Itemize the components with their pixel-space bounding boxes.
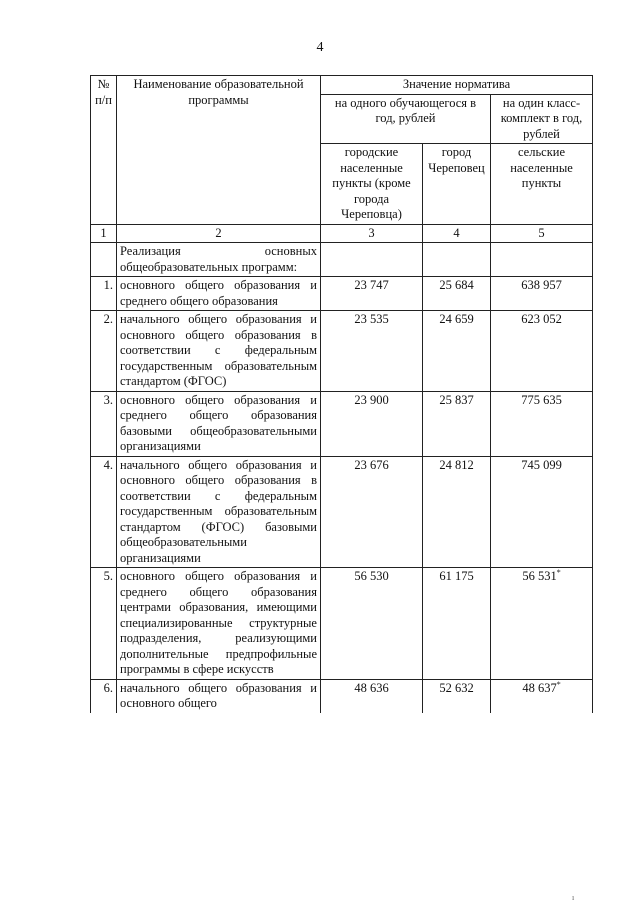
value-cherepovets <box>423 311 491 392</box>
table-row <box>91 568 593 680</box>
value-cherepovets-text: 52 632 <box>439 680 474 695</box>
program-name-text: начального общего образования и основного общего образования в соответствии с федеральным государственным образовательным стандартом (ФГОС) базовыми общеобразовательными организациями <box>120 457 317 565</box>
program-name <box>117 568 321 680</box>
header-col-num: № п/п <box>91 76 117 225</box>
value-urban <box>321 568 423 680</box>
value-urban <box>321 311 423 392</box>
program-name-text: основного общего образования и среднего общего образования центрами образования, имеющими специализированные структурные подразделения, реализующими дополнительные предпрофильные программы в сфере искусств <box>120 569 317 676</box>
table-row <box>91 679 593 713</box>
value-urban-text: 23 535 <box>354 312 389 326</box>
table-row <box>91 391 593 456</box>
row-number <box>91 568 117 680</box>
program-name-text: основного общего образования и среднего общего образования <box>120 278 317 308</box>
footnote-mark: * <box>556 679 561 689</box>
value-cherepovets <box>423 456 491 568</box>
row-number-text: 3. <box>103 392 113 407</box>
value-urban-text: 48 636 <box>354 680 389 695</box>
header-col-norm: Значение норматива <box>321 76 593 95</box>
value-rural-text: 775 635 <box>521 392 562 407</box>
program-name <box>117 456 321 568</box>
row-number-text: 1. <box>103 278 113 292</box>
value-cherepovets-text: 24 812 <box>439 457 474 472</box>
header-col-urban: городские населенные пункты (кроме города Череповца) <box>321 144 423 225</box>
row-number <box>91 277 117 311</box>
row-number-text: 6. <box>103 680 113 695</box>
value-cherepovets-text: 25 837 <box>439 392 474 407</box>
program-name <box>117 391 321 456</box>
value-cherepovets <box>423 568 491 680</box>
value-cherepovets <box>423 679 491 713</box>
value-rural-text: 56 531 <box>522 569 557 583</box>
row-number <box>91 311 117 392</box>
page-number: 4 <box>316 40 324 55</box>
value-urban <box>321 679 423 713</box>
value-rural <box>491 391 593 456</box>
row-number-text: 2. <box>103 312 113 326</box>
table-body <box>91 277 593 713</box>
value-cherepovets-text: 24 659 <box>439 312 474 326</box>
program-name <box>117 311 321 392</box>
table-row <box>91 277 593 311</box>
footnote-mark: * <box>556 567 561 577</box>
value-urban <box>321 277 423 311</box>
header-col-name: Наименование образовательной программы <box>117 76 321 225</box>
value-rural <box>491 568 593 680</box>
column-index-row <box>91 224 593 243</box>
column-index: 2 <box>117 224 321 243</box>
value-urban-text: 23 676 <box>354 457 389 472</box>
column-index: 1 <box>91 224 117 243</box>
value-rural-text: 623 052 <box>521 312 562 326</box>
table-row <box>91 456 593 568</box>
program-name-text: начального общего образования и основного общего <box>120 680 317 710</box>
value-rural-text: 638 957 <box>521 278 562 292</box>
value-cherepovets-text: 61 175 <box>439 569 474 583</box>
row-number <box>91 456 117 568</box>
normative-table <box>90 75 593 713</box>
header-row-1 <box>91 76 593 95</box>
section-title-row <box>91 243 593 277</box>
row-number-text: 4. <box>103 457 113 472</box>
column-index: 3 <box>321 224 423 243</box>
value-rural <box>491 679 593 713</box>
program-name <box>117 277 321 311</box>
column-index: 4 <box>423 224 491 243</box>
value-rural-text: 48 637 <box>522 680 557 695</box>
value-cherepovets-text: 25 684 <box>439 278 474 292</box>
header-col-rural: сельские населенные пункты <box>491 144 593 225</box>
value-rural <box>491 277 593 311</box>
column-index: 5 <box>491 224 593 243</box>
header-col-per-student: на одного обучающегося в год, рублей <box>321 94 491 144</box>
value-rural <box>491 311 593 392</box>
header-col-cherepovets: город Череповец <box>423 144 491 225</box>
value-urban-text: 56 530 <box>354 569 389 583</box>
header-col-per-class: на один класс-комплект в год, рублей <box>491 94 593 144</box>
scan-mark: ı <box>572 893 575 902</box>
section-title: Реализация основных общеобразовательных программ: <box>117 243 321 277</box>
program-name-text: начального общего образования и основного общего образования в соответствии с федеральным государственным образовательным стандартом (ФГОС) <box>120 312 317 388</box>
value-rural <box>491 456 593 568</box>
program-name-text: основного общего образования и среднего общего образования базовыми общеобразовательными организациями <box>120 392 317 453</box>
value-urban <box>321 391 423 456</box>
value-rural-text: 745 099 <box>521 457 562 472</box>
value-cherepovets <box>423 277 491 311</box>
row-number-text: 5. <box>103 569 113 583</box>
value-urban-text: 23 747 <box>354 278 389 292</box>
row-number <box>91 679 117 713</box>
value-urban-text: 23 900 <box>354 392 389 407</box>
value-cherepovets <box>423 391 491 456</box>
table-row <box>91 311 593 392</box>
program-name <box>117 679 321 713</box>
value-urban <box>321 456 423 568</box>
row-number <box>91 391 117 456</box>
